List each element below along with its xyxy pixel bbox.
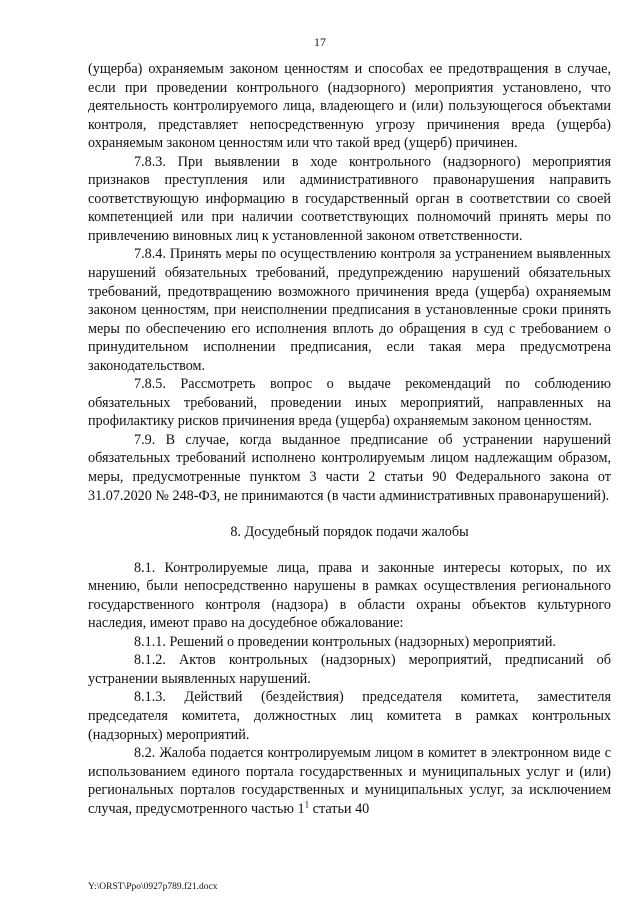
paragraph: 8.1.1. Решений о проведении контрольных (надзорных) мероприятий. — [134, 633, 556, 650]
paragraph: 8.1.2. Актов контрольных (надзорных) мероприятий, предписаний об устранении выявленных нарушений. — [88, 652, 611, 687]
paragraph: 7.8.3. При выявлении в ходе контрольного (надзорного) мероприятия признаков преступления или административного правонарушения направить соответствующую информацию в государственный орган в соответствии со своей компетенцией или при наличии соответствующих полномочий принять меры по привлечению виновных лиц к установленной законом ответственности. — [88, 153, 611, 244]
paragraph-8-2 — [88, 744, 611, 818]
page-number: 17 — [314, 35, 326, 49]
paragraphs-section-8 — [88, 559, 611, 744]
document-body — [88, 60, 611, 818]
footer-file-path: Y:\ORST\Ppo\0927p789.f21.docx — [88, 882, 218, 892]
paragraph: 8.1.3. Действий (бездействия) председателя комитета, заместителя председателя комитета, должностных лиц комитета в рамках контрольных (надзорных) мероприятий. — [88, 689, 611, 743]
paragraph: (ущерба) охраняемым законом ценностям и способах ее предотвращения в случае, если при проведении контрольного (надзорного) мероприятия установлено, что деятельность контролируемого лица, владеющего и (или) пользующегося объектами контроля, представляет непосредственную угрозу причинения вреда (ущерба) охраняемым законом ценностям или что такой вред (ущерб) причинен. — [88, 61, 611, 152]
section-heading: 8. Досудебный порядок подачи жалобы — [230, 524, 469, 541]
paragraph: 8.1. Контролируемые лица, права и законные интересы которых, по их мнению, были непосредственно нарушены в рамках осуществления регионального государственного контроля (надзора) в области охраны объектов культурного наследия, имеют право на досудебное обжалование: — [88, 559, 611, 632]
paragraph: 7.8.4. Принять меры по осуществлению контроля за устранением выявленных нарушений обязательных требований, предупреждению нарушений обязательных требований, предотвращению возможного причинения вреда (ущерба) охраняемым законом ценностям, при неисполнении предписания в установленные сроки принять меры по обеспечению его исполнения вплоть до обращения в суд с требованием о принудительном исполнении предписания, если такая мера предусмотрена законодательством. — [88, 246, 611, 374]
paragraph: 7.8.5. Рассмотреть вопрос о выдаче рекомендаций по соблюдению обязательных требований, проведении иных мероприятий, направленных на профилактику рисков причинения вреда (ущерба) охраняемым законом ценностям. — [88, 376, 611, 430]
paragraph: 7.9. В случае, когда выданное предписание об устранении нарушений обязательных требований исполнено контролируемым лицом надлежащим образом, меры, предусмотренные пунктом 3 части 2 статьи 90 Федерального закона от 31.07.2020 № 248-ФЗ, не принимаются (в части административных правонарушений). — [88, 431, 611, 504]
paragraph-tail: статьи 40 — [309, 800, 370, 817]
paragraph-text: 8.2. Жалоба подается контролируемым лицом в комитет в электронном виде с использованием единого портала государственных и муниципальных услуг и (или) региональных порталов государственных и муниципальных услуг, за исключением случая, предусмотренного частью 1 — [88, 745, 611, 817]
superscript: 1 — [304, 799, 310, 809]
paragraphs-section-7 — [88, 60, 611, 505]
